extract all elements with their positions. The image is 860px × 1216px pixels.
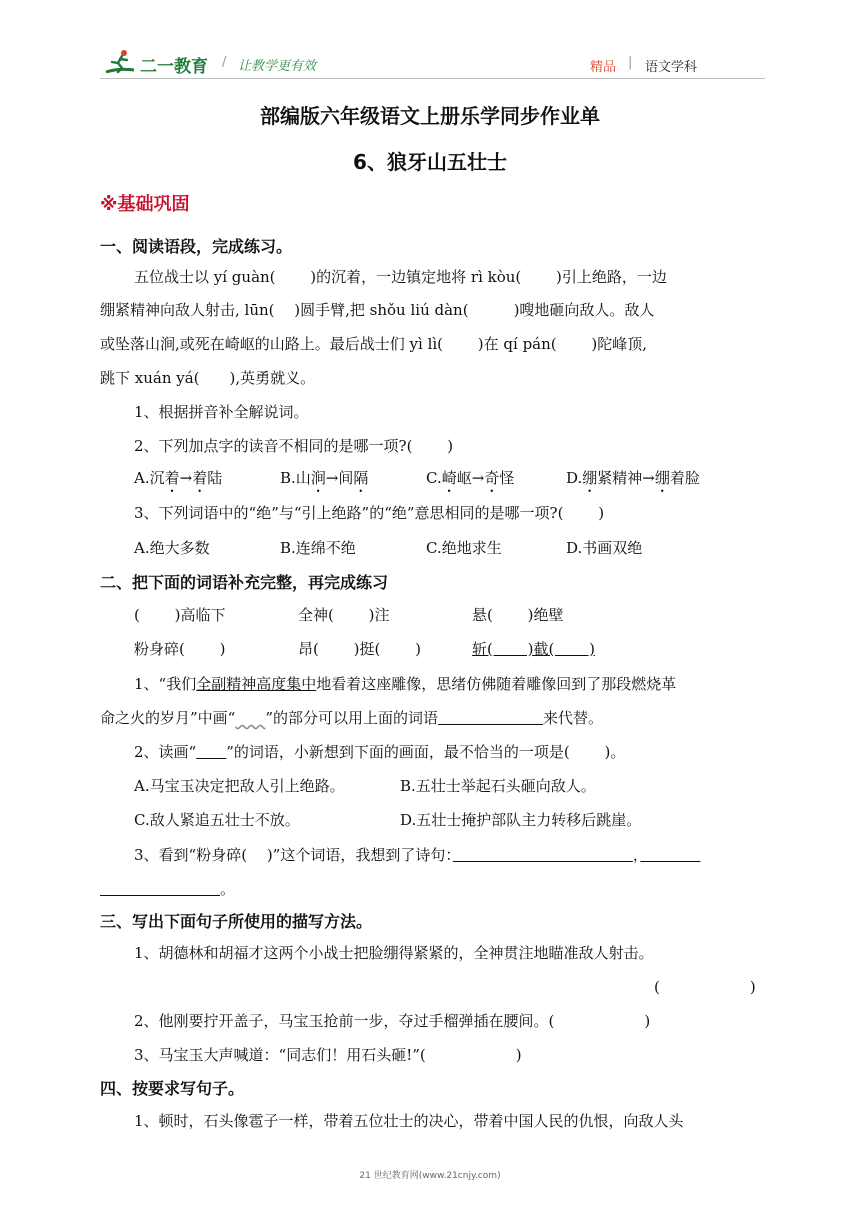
s1-heading: 一、阅读语段，完成练习。	[100, 237, 293, 256]
subject-label: 语文学科	[645, 60, 698, 75]
s1-q2-option-b: B.山涧→间隔	[280, 469, 369, 487]
s1-q3-option-d: D.书画双绝	[566, 539, 643, 557]
header-divider: |	[628, 55, 633, 70]
logo-text: 二一教育	[140, 57, 208, 77]
s2-word-5: 昂( )挺( )	[298, 640, 421, 658]
page-subtitle: 6、狼牙山五壮士	[353, 150, 507, 174]
s4-question-1: 1、顿时，石头像雹子一样，带着五位壮士的决心，带着中国人民的仇恨，向敌人头	[134, 1112, 684, 1130]
s1-question-1: 1、根据拼音补全解说词。	[134, 403, 309, 421]
s1-paragraph-line-4: 跳下 xuán yá( ),英勇就义。	[100, 369, 316, 387]
s1-paragraph-line-1: 五位战士以 yí guàn( )的沉着，一边镇定地将 rì kòu( )引上绝路，一边	[134, 268, 667, 286]
s2-heading: 二、把下面的词语补充完整，再完成练习	[100, 573, 389, 592]
s2-q2-option-c: C.敌人紧追五壮士不放。	[134, 811, 300, 829]
footer: 21 世纪教育网(www.21cnjy.com)	[359, 1171, 501, 1181]
s2-word-4: 粉身碎( )	[134, 640, 226, 658]
header-rule	[100, 78, 765, 79]
page-title: 部编版六年级语文上册乐学同步作业单	[260, 104, 600, 128]
s2-question-1-line-1: 1、“我们全副精神高度集中地看着这座雕像，思绪仿佛随着雕像回到了那段燃烧革	[134, 675, 677, 693]
s3-heading: 三、写出下面句子所使用的描写方法。	[100, 912, 373, 931]
header-slash: /	[222, 55, 227, 70]
s2-question-3-line-1: 3、看到“粉身碎( )”这个词语，我想到了诗句： ，	[134, 846, 641, 864]
s1-q3-option-a: A.绝大多数	[134, 539, 210, 557]
s2-word-1: ( )高临下	[134, 606, 226, 624]
s2-q2-option-b: B.五壮士举起石头砸向敌人。	[400, 777, 596, 795]
s1-q3-option-c: C.绝地求生	[426, 539, 502, 557]
runner-logo-icon	[104, 48, 138, 76]
s2-word-2: 全神( )注	[298, 606, 390, 624]
header-slogan: 让教学更有效	[238, 59, 317, 74]
s3-question-1: 1、胡德林和胡福才这两个小战士把脸绷得紧紧的，全神贯注地瞄准敌人射击。	[134, 944, 654, 962]
s2-question-1-line-2: 命之火的岁月”中画“ ”的部分可以用上面的词语 来代替。	[100, 709, 604, 727]
s1-q2-option-c: C.崎岖→奇怪	[426, 469, 515, 487]
s3-question-1-answer: ( )	[654, 978, 756, 996]
s1-q2-option-a: A.沉着→着陆	[134, 469, 223, 487]
s1-paragraph-line-2: 绷紧精神向敌人射击, lūn( )圆手臂,把 shǒu liú dàn( )嗖地砸向敌人。敌人	[100, 301, 655, 319]
section-basic: ※基础巩固	[100, 194, 190, 215]
s2-question-2: 2、读画“ ”的词语，小新想到下面的画面，最不恰当的一项是( )。	[134, 743, 626, 761]
s1-question-2: 2、下列加点字的读音不相同的是哪一项?( )	[134, 437, 454, 455]
s1-question-3: 3、下列词语中的“绝”与“引上绝路”的“绝”意思相同的是哪一项?( )	[134, 504, 605, 522]
s2-question-3-line-2: 。	[220, 880, 236, 898]
s2-word-6: 斩( )截( )	[472, 640, 595, 658]
s3-question-3: 3、马宝玉大声喊道：“同志们！用石头砸!”( )	[134, 1046, 522, 1064]
s1-q3-option-b: B.连绵不绝	[280, 539, 356, 557]
s1-paragraph-line-3: 或坠落山涧,或死在崎岖的山路上。最后战士们 yì lì( )在 qí pán( )陀峰顶,	[100, 335, 648, 353]
s3-question-2: 2、他刚要拧开盖子，马宝玉抢前一步，夺过手榴弹插在腰间。( )	[134, 1012, 651, 1030]
quality-label: 精品	[590, 60, 617, 75]
s2-q2-option-d: D.五壮士掩护部队主力转移后跳崖。	[400, 811, 642, 829]
s4-heading: 四、按要求写句子。	[100, 1079, 245, 1098]
s2-word-3: 悬( )绝壁	[472, 606, 564, 624]
s2-q2-option-a: A.马宝玉决定把敌人引上绝路。	[134, 777, 345, 795]
s1-q2-option-d: D.绷紧精神→绷着脸	[566, 469, 700, 487]
